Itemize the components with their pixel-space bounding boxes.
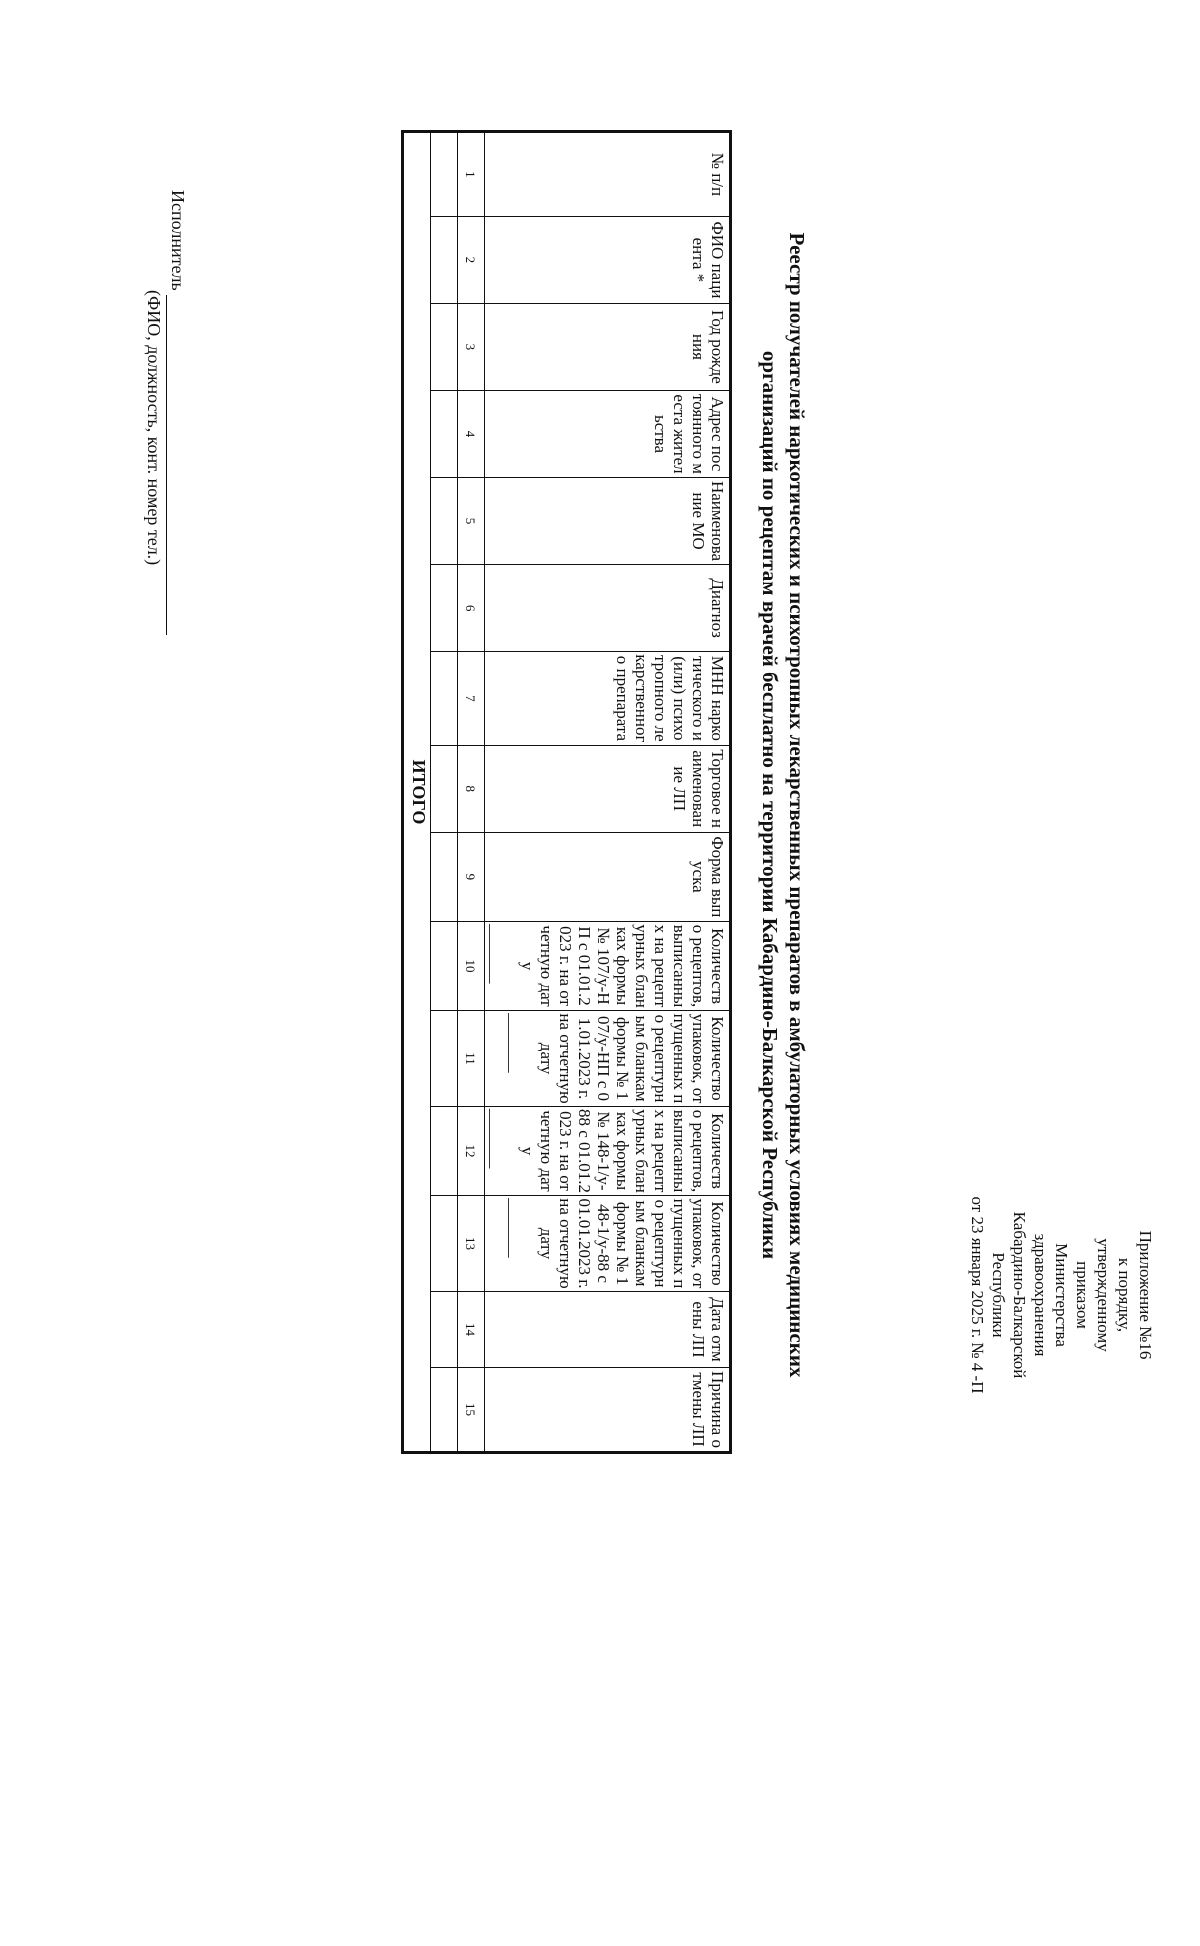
approval-line: Республики: [989, 1252, 1008, 1338]
blank-line: _______: [487, 1108, 506, 1169]
header-cell: Диагноз: [485, 565, 731, 652]
signature-line: [166, 295, 185, 635]
blank-line: _______: [506, 1198, 525, 1258]
column-number: 2: [458, 216, 485, 303]
column-number-row: [458, 132, 485, 1453]
title-line-1: Реестр получателей наркотических и психотропных лекарственных препаратов в амбулаторных условиях медицинских: [785, 232, 809, 1378]
total-row: [403, 132, 431, 1453]
header-text: Количество упаковок, отпущенных по рецептурным бланкам формы № 107/у-НП с 01.01.2023 г. на отчетную дату: [537, 1013, 727, 1104]
approval-line: Министерства: [1052, 1243, 1071, 1347]
table-row: [431, 132, 458, 1453]
approval-line: утвержденному: [1094, 1238, 1113, 1352]
header-cell: Торговое наименование ЛП: [485, 745, 731, 832]
approval-line: Кабардино-Балкарской: [1010, 1211, 1029, 1379]
signature-block: [142, 190, 190, 635]
approval-line: Приложение №16: [1136, 1230, 1155, 1360]
approval-line: к порядку,: [1115, 1257, 1134, 1333]
table-cell: [431, 216, 458, 303]
column-number: 12: [458, 1106, 485, 1195]
header-cell: МНН наркотического и (или) психотропного лекарственного препарата: [485, 652, 731, 746]
title-line-2: организаций по рецептам врачей бесплатно на территории Кабардино-Балкарской Республики: [758, 350, 782, 1260]
table-cell: [431, 921, 458, 1010]
approval-line: здравоохранения: [1031, 1233, 1050, 1357]
table-cell: [431, 132, 458, 217]
document-title: [756, 160, 810, 1450]
total-label: ИТОГО: [403, 132, 431, 1453]
table-cell: [431, 1291, 458, 1367]
column-number: 15: [458, 1368, 485, 1453]
header-cell: Причина отмены ЛП: [485, 1368, 731, 1453]
table-cell: [431, 832, 458, 921]
blank-line: _______: [487, 923, 506, 984]
header-cell: Наименование МО: [485, 478, 731, 565]
signature-label: Исполнитель: [168, 190, 188, 291]
column-number: 5: [458, 478, 485, 565]
header-row: [485, 132, 731, 1453]
signature-hint: (ФИО, должность, конт. номер тел.): [144, 290, 164, 566]
header-cell: [485, 921, 731, 1010]
column-number: 1: [458, 132, 485, 217]
table-cell: [431, 745, 458, 832]
column-number: 9: [458, 832, 485, 921]
header-cell: Год рождения: [485, 303, 731, 390]
header-cell: Адрес постоянного места жительства: [485, 390, 731, 477]
header-cell: ФИО пациента *: [485, 216, 731, 303]
header-text: Количество рецептов, выписанных на рецептурных бланках формы № 107/у-НП с 01.01.2023 г. на отчетную дату: [518, 924, 727, 1008]
approval-line: приказом: [1073, 1261, 1092, 1329]
column-number: 4: [458, 390, 485, 477]
table-cell: [431, 1011, 458, 1107]
table-cell: [431, 1196, 458, 1292]
column-number: 8: [458, 745, 485, 832]
header-cell: Форма выпуска: [485, 832, 731, 921]
header-text: Количество упаковок, отпущенных по рецептурным бланкам формы № 148-1/у-88 с 01.01.2023 г. на отчетную дату: [537, 1198, 727, 1289]
header-cell: [485, 1196, 731, 1292]
blank-line: _______: [506, 1013, 525, 1073]
approval-date: от 23 января 2025 г. № 4 -П: [968, 1196, 987, 1394]
header-cell: [485, 1106, 731, 1195]
column-number: 7: [458, 652, 485, 746]
table-cell: [431, 1106, 458, 1195]
column-number: 11: [458, 1011, 485, 1107]
column-number: 10: [458, 921, 485, 1010]
table-cell: [431, 1368, 458, 1453]
approval-block: [967, 1190, 1156, 1400]
table-cell: [431, 565, 458, 652]
header-text: Количество рецептов, выписанных на рецептурных бланках формы № 148-1/у-88 с 01.01.2023 г. на отчетную дату: [518, 1108, 727, 1194]
table-cell: [431, 652, 458, 746]
table-cell: [431, 303, 458, 390]
column-number: 6: [458, 565, 485, 652]
header-cell: № п/п: [485, 132, 731, 217]
table-cell: [431, 390, 458, 477]
column-number: 13: [458, 1196, 485, 1292]
header-cell: Дата отмены ЛП: [485, 1291, 731, 1367]
column-number: 14: [458, 1291, 485, 1367]
registry-table: [401, 130, 732, 1454]
column-number: 3: [458, 303, 485, 390]
table-cell: [431, 478, 458, 565]
header-cell: [485, 1011, 731, 1107]
